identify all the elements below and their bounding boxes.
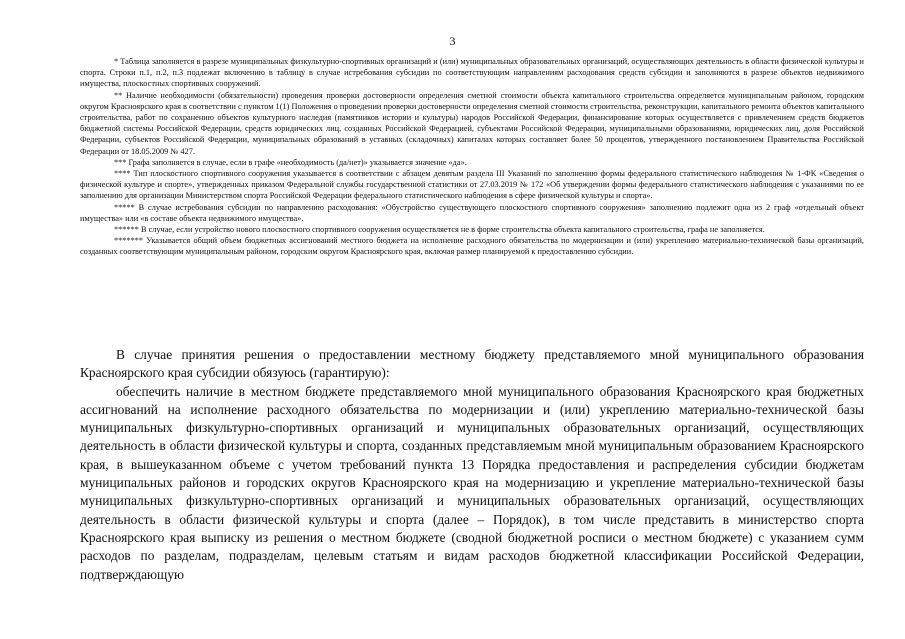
footnote-6: ****** В случае, если устройство нового плоскостного спортивного сооружения осуществляется не в форме строительства объекта капитального строительства, графа не заполняется.	[114, 225, 765, 235]
footnotes-block	[80, 56, 864, 258]
page-number: 3	[449, 34, 456, 48]
footnote-4: **** Тип плоскостного спортивного сооружения указывается в соответствии с абзацем девятым раздела III Указаний по заполнению формы федерального статистического наблюдения № 1-ФК «Сведения о физической культуре и спорте», утвержденных приказом Федеральной службы государственной статистики от 27.03.2019 № 172 «Об утверждении формы федерального статистического наблюдения с указаниями по ее заполнению для организации Министерством спорта Российской Федерации федерального статистического наблюдения в сфере физической культуры и спорта».	[80, 169, 864, 201]
footnote-2: ** Наличие необходимости (обязательности) проведения проверки достоверности определения сметной стоимости объекта капитального строительства определяется муниципальным районом, городским округом Красноярского края в соответствии с пунктом 1(1) Положения о проведении проверки достоверности определения сметной стоимости строительства, реконструкции, капитального ремонта объектов капитального строительства, работ по сохранению объектов культурного наследия (памятников истории и культуры) народов Российской Федерации, финансирование которых осуществляется с привлечением средств бюджетов бюджетной системы Российской Федерации, средств юридических лиц, созданных Российской Федерацией, субъектами Российской Федерации, муниципальными образованиями, юридических лиц, доля Российской Федерации, субъектов Российской Федерации, муниципальных образований в уставных (складочных) капиталах которых составляет более 50 процентов, утвержденного постановлением Правительства Российской Федерации от 18.05.2009 № 427.	[80, 90, 864, 156]
body-paragraph-1: В случае принятия решения о предоставлении местному бюджету представляемого мной муниципального образования Красноярского края субсидии обязуюсь (гарантирую):	[80, 347, 864, 381]
footnote-5: ***** В случае истребования субсидии по направлению расходования: «Обустройство существующего плоскостного спортивного сооружения» заполнению подлежит одна из 2 граф «отдельный объект имущества» или «в составе объекта недвижимого имущества».	[80, 202, 864, 223]
body-paragraph-2: обеспечить наличие в местном бюджете представляемого мной муниципального образования Красноярского края бюджетных ассигнований на исполнение расходного обязательства по модернизации и (или) укреплению материально-технической базы муниципальных физкультурно-спортивных организаций и муниципальных образовательных организаций, осуществляющих деятельность в области физической культуры и спорта, созданных представляемым мной муниципальным образованием Красноярского края, в вышеуказанном объеме с учетом требований пункта 13 Порядка предоставления и распределения субсидии бюджетам муниципальных районов и городских округов Красноярского края на модернизацию и укрепление материально-технической базы муниципальных физкультурно-спортивных организаций и муниципальных образовательных организаций, осуществляющих деятельность в области физической культуры и спорта (далее – Порядок), в том числе представить в министерство спорта Красноярского края выписку из решения о местном бюджете (сводной бюджетной росписи о местном бюджете) с указанием сумм расходов по разделам, подразделам, целевым статьям и видам расходов бюджетной классификации Российской Федерации, подтверждающую	[80, 383, 864, 582]
footnote-1: * Таблица заполняется в разрезе муниципальных физкультурно-спортивных организаций и (или) муниципальных образовательных организаций, осуществляющих деятельность в области физической культуры и спорта. Строки п.1, п.2, п.3 подлежат включению в таблицу в случае истребования субсидии по соответствующим направлениям расходования средств субсидии и заполняются в разрезе объектов недвижимого имущества, плоскостных спортивных сооружений.	[80, 57, 864, 89]
footnote-7: ******* Указывается общий объем бюджетных ассигнований местного бюджета на исполнение расходного обязательства по модернизации и (или) укреплению материально-технической базы организаций, созданных соответствующим муниципальным районом, городским округом Красноярского края, включая размер планируемой к предоставлению субсидии.	[80, 236, 864, 257]
footnote-3: *** Графа заполняется в случае, если в графе «необходимость (да/нет)» указывается значение «да».	[114, 157, 467, 167]
main-text	[80, 346, 864, 584]
